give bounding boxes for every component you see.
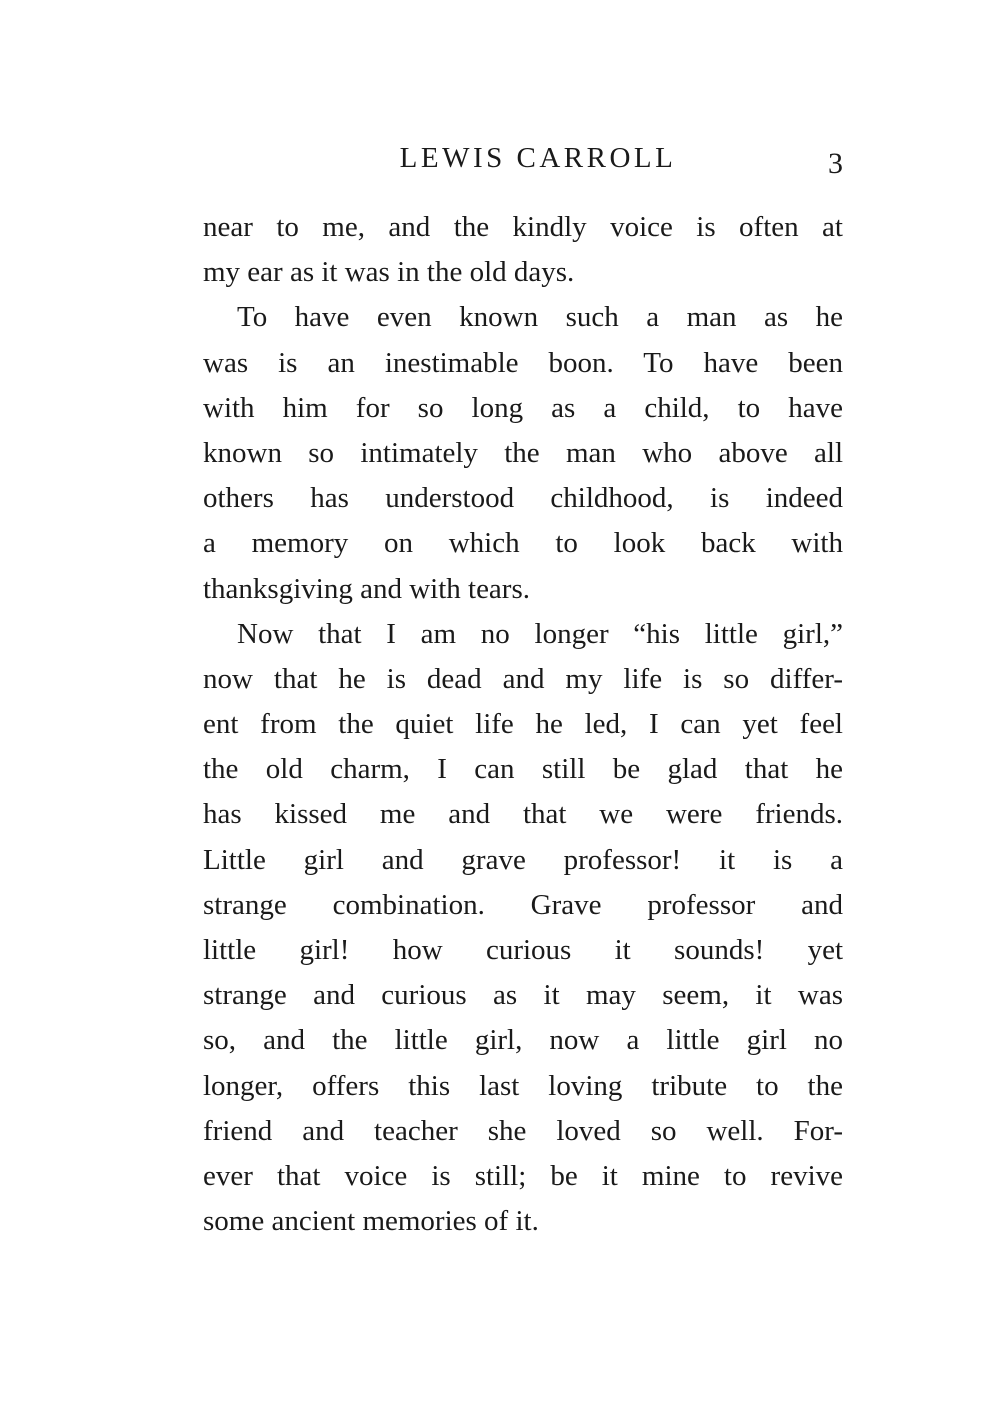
text-line: ever that voice is still; be it mine to revive <box>203 1159 843 1192</box>
paragraph <box>203 295 843 611</box>
body-text <box>203 205 843 1244</box>
text-line: some ancient memories of it. <box>203 1205 539 1238</box>
text-line: thanksgiving and with tears. <box>203 572 531 605</box>
text-line: the old charm, I can still be glad that he <box>203 753 843 786</box>
text-line: others has understood childhood, is indeed <box>203 482 843 515</box>
text-line: a memory on which to look back with <box>203 527 843 560</box>
paragraph <box>203 612 843 1245</box>
text-line: has kissed me and that we were friends. <box>203 798 843 831</box>
text-line: now that he is dead and my life is so differ- <box>203 662 843 695</box>
text-line: so, and the little girl, now a little girl no <box>203 1024 843 1057</box>
text-line: To have even known such a man as he <box>237 301 843 334</box>
text-line: strange combination. Grave professor and <box>203 888 843 921</box>
text-line: with him for so long as a child, to have <box>203 391 843 424</box>
text-line: friend and teacher she loved so well. For- <box>203 1114 843 1147</box>
text-line: ent from the quiet life he led, I can yet feel <box>203 708 843 741</box>
text-line: my ear as it was in the old days. <box>203 256 575 289</box>
text-line: strange and curious as it may seem, it was <box>203 979 843 1012</box>
text-line: known so intimately the man who above all <box>203 436 843 469</box>
running-title: LEWIS CARROLL <box>399 142 677 174</box>
text-line: Now that I am no longer “his little girl,” <box>237 617 843 650</box>
text-line: little girl! how curious it sounds! yet <box>203 934 843 966</box>
text-line: was is an inestimable boon. To have been <box>203 346 843 379</box>
text-line: longer, offers this last loving tribute to the <box>203 1069 843 1102</box>
paragraph-continuation <box>203 205 843 295</box>
page-number: 3 <box>828 147 843 180</box>
running-head <box>203 138 843 178</box>
text-line: near to me, and the kindly voice is often at <box>203 211 843 243</box>
text-line: Little girl and grave professor! it is a <box>203 843 843 876</box>
